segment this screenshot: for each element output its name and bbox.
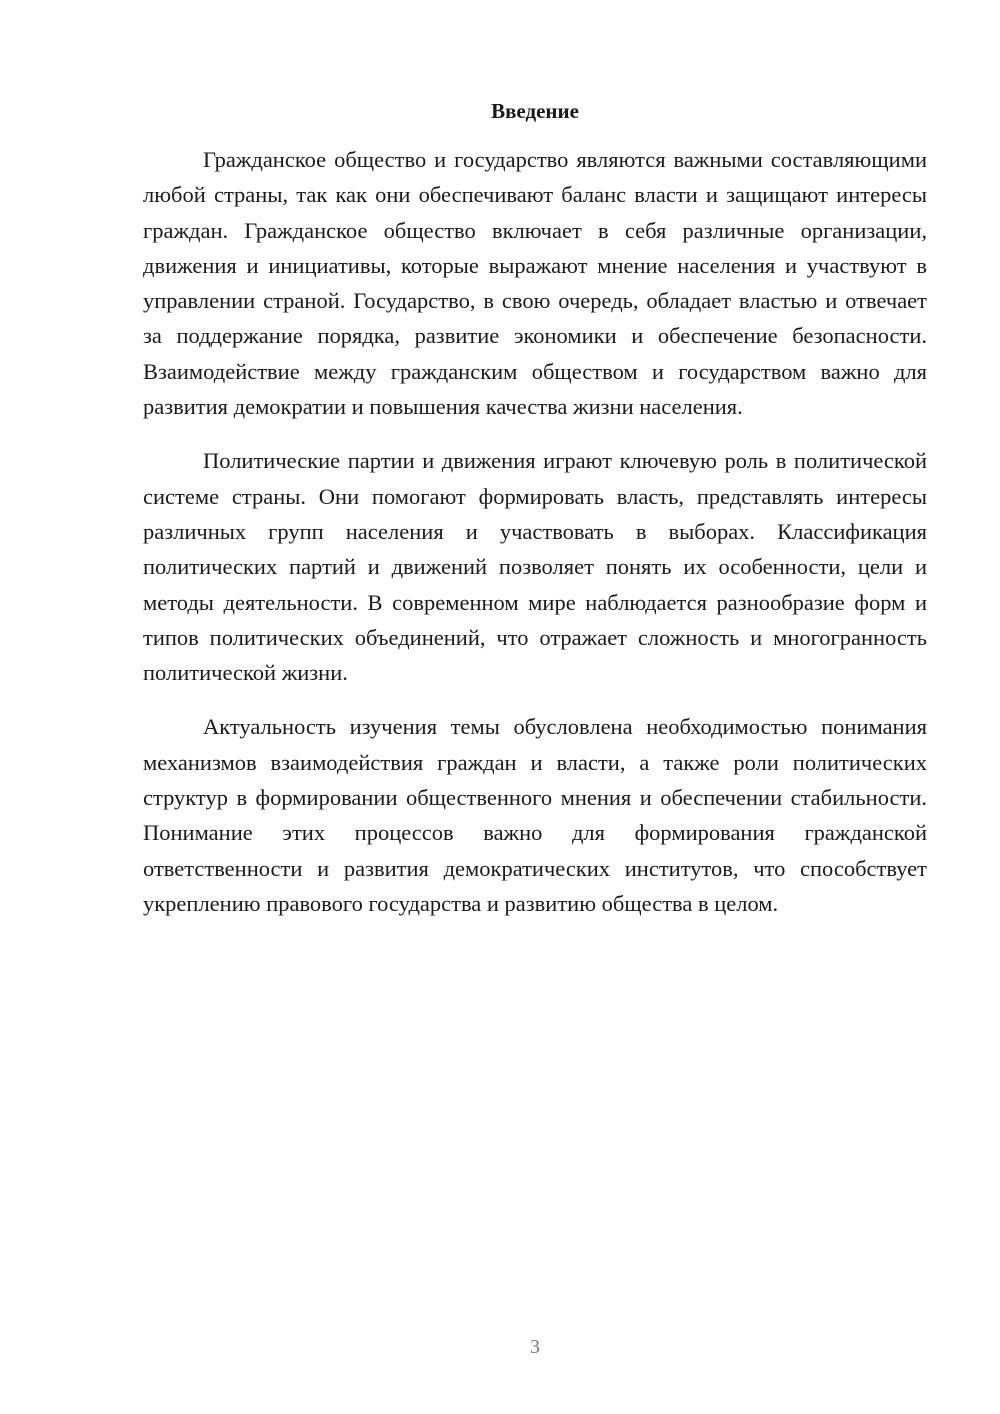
paragraph-1: Гражданское общество и государство являются важными составляющими любой страны, так как они обеспечивают баланс власти и защищают интересы граждан. Гражданское общество включает в себя различные организации, движения и инициативы, которые выражают мнение населения и участвуют в управлении страной. Государство, в свою очередь, обладает властью и отвечает за поддержание порядка, развитие экономики и обеспечение безопасности. Взаимодействие между гражданским обществом и государством важно для развития демократии и повышения качества жизни населения. bbox=[143, 147, 927, 420]
section-heading: Введение bbox=[491, 99, 579, 123]
paragraph-3: Актуальность изучения темы обусловлена необходимостью понимания механизмов взаимодействия граждан и власти, а также роли политических структур в формировании общественного мнения и обеспечении стабильности. Понимание этих процессов важно для формирования гражданской ответственности и развития демократических институтов, что способствует укреплению правового государства и развитию общества в целом. bbox=[143, 714, 927, 916]
body-text bbox=[143, 142, 927, 940]
paragraph-2: Политические партии и движения играют ключевую роль в политической системе страны. Они помогают формировать власть, представлять интересы различных групп населения и участвовать в выборах. Классификация политических партий и движений позволяет понять их особенности, цели и методы деятельности. В современном мире наблюдается разнообразие форм и типов политических объединений, что отражает сложность и многогранность политической жизни. bbox=[143, 448, 927, 686]
page-number: 3 bbox=[530, 1336, 540, 1358]
